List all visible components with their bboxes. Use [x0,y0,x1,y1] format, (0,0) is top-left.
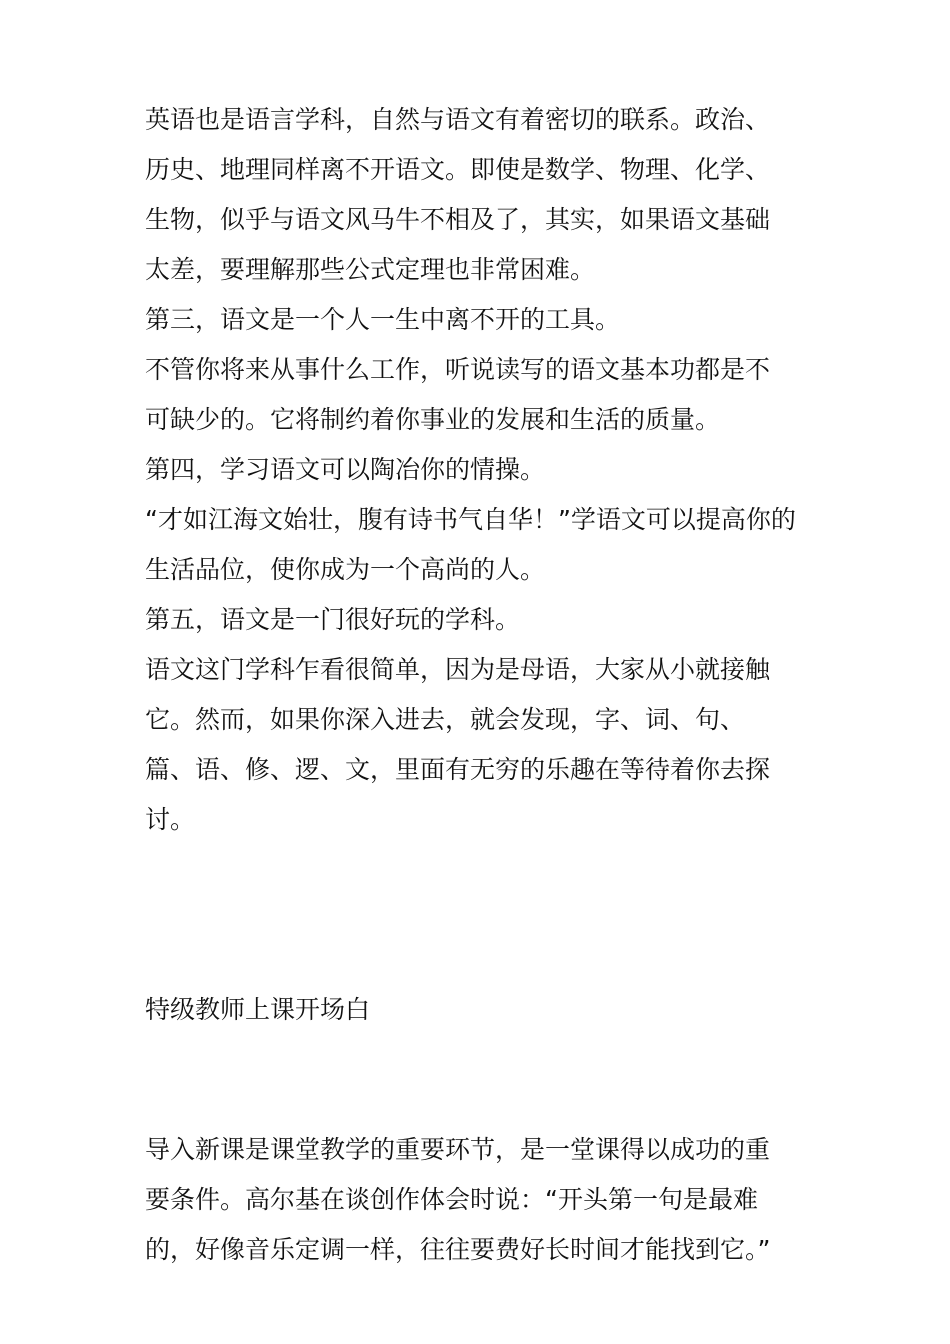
document-body [145,95,815,1275]
paragraph-line: 生物，似乎与语文风马牛不相及了，其实，如果语文基础 [145,205,771,234]
paragraph-line: 的，好像音乐定调一样，往往要费好长时间才能找到它。” [145,1235,771,1264]
paragraph-line: 它。然而，如果你深入进去，就会发现，字、词、句、 [145,705,746,734]
section-title: 特级教师上课开场白 [145,995,371,1024]
paragraph-line: 历史、地理同样离不开语文。即使是数学、物理、化学、 [145,155,771,184]
point-heading: 第五，语文是一门很好玩的学科。 [145,605,521,634]
paragraph-line: 太差，要理解那些公式定理也非常困难。 [145,255,596,284]
paragraph-line: 不管你将来从事什么工作，听说读写的语文基本功都是不 [145,355,771,384]
paragraph-line: 要条件。高尔基在谈创作体会时说：“开头第一句是最难 [145,1185,758,1214]
paragraph-line: 讨。 [145,805,196,834]
paragraph-line: 英语也是语言学科，自然与语文有着密切的联系。政治、 [145,105,771,134]
spacer [145,1035,815,1125]
paragraph-line: 篇、语、修、逻、文，里面有无穷的乐趣在等待着你去探 [145,755,771,784]
point-heading: 第四，学习语文可以陶冶你的情操。 [145,455,546,484]
paragraph-line: 可缺少的。它将制约着你事业的发展和生活的质量。 [145,405,721,434]
paragraph-line: 生活品位，使你成为一个高尚的人。 [145,555,546,584]
paragraph-line: 语文这门学科乍看很简单，因为是母语，大家从小就接触 [145,655,771,684]
paragraph-line: 导入新课是课堂教学的重要环节，是一堂课得以成功的重 [145,1135,771,1164]
paragraph-line: “才如江海文始壮，腹有诗书气自华！”学语文可以提高你的 [145,505,796,534]
point-heading: 第三，语文是一个人一生中离不开的工具。 [145,305,621,334]
spacer [145,845,815,985]
